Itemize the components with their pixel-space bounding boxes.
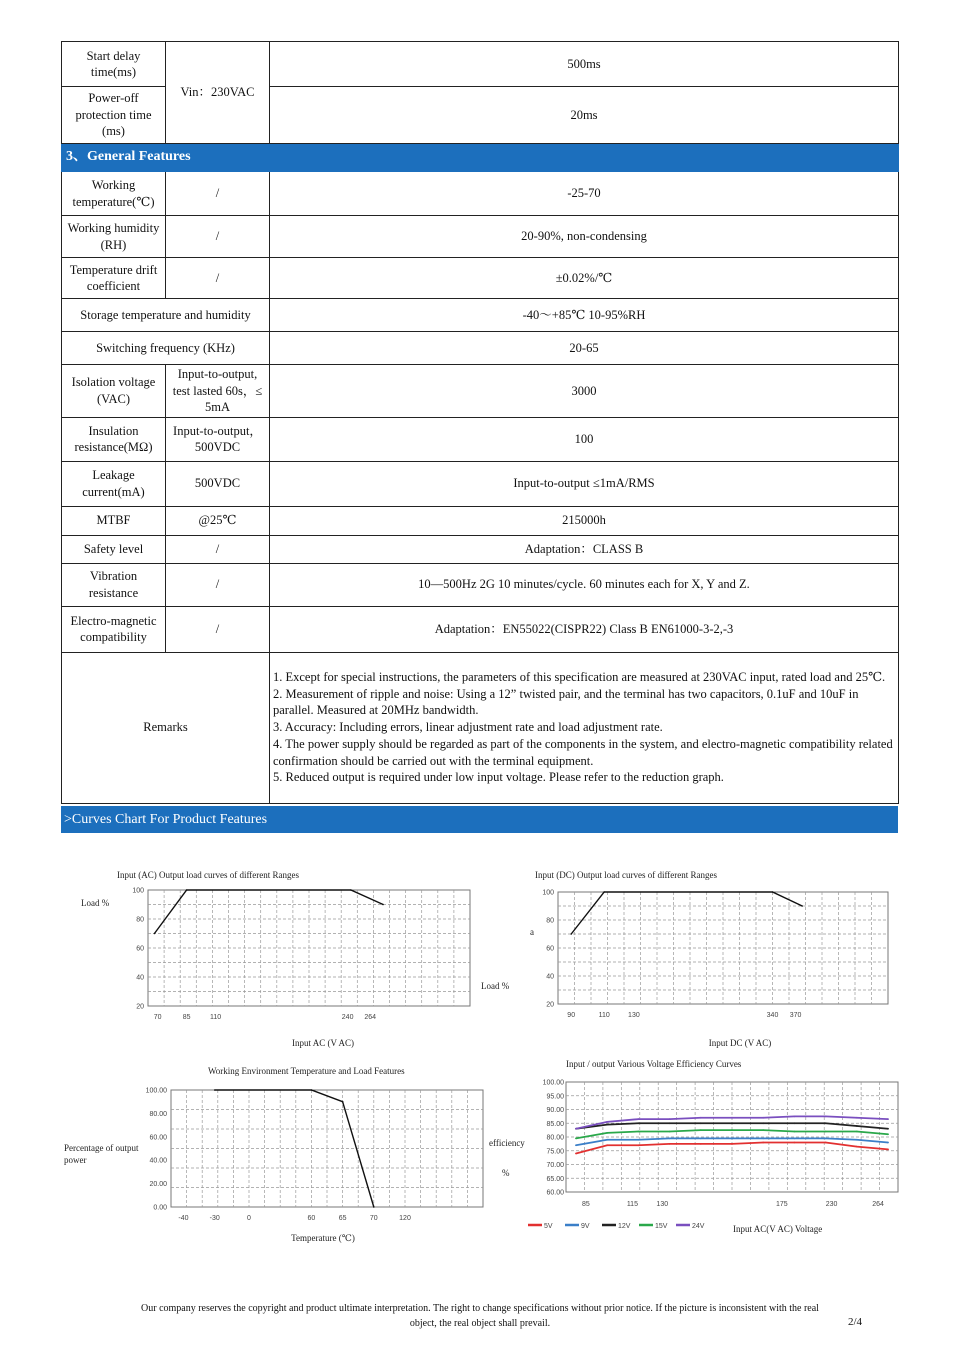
table-row xyxy=(62,172,899,216)
section-header-general: 3、General Features xyxy=(62,144,899,172)
spec-label: Start delay time(ms) xyxy=(62,42,166,87)
x-tick-label: -40 xyxy=(178,1215,189,1222)
series-line xyxy=(571,892,802,934)
y-axis-label-extra: a xyxy=(530,927,534,937)
spec-condition: Input-to-output, test lasted 60s，≤ 5mA xyxy=(166,365,270,418)
x-axis-label: Input AC (V AC) xyxy=(291,1038,355,1048)
remark-item: 2. Measurement of ripple and noise: Using a 12” twisted pair, and the terminal has two capacitors, 0.1uF and 10uF in parallel. Measured at 20MHz bandwidth. xyxy=(273,686,859,718)
footer-notice xyxy=(90,1301,870,1331)
y-tick-label: 95.00 xyxy=(546,1093,564,1101)
x-tick-label: 120 xyxy=(399,1215,411,1222)
x-tick-label: 130 xyxy=(628,1012,640,1019)
spec-value: Adaptation：EN55022(CISPR22) Class B EN61000-3-2,-3 xyxy=(270,606,899,652)
y-tick-label: 0.00 xyxy=(153,1204,167,1212)
x-tick-label: 130 xyxy=(656,1201,669,1208)
x-axis-label: Input DC (V AC) xyxy=(708,1038,772,1048)
spec-condition: 500VDC xyxy=(166,461,270,506)
y-tick-label: 20 xyxy=(136,1003,144,1011)
x-tick-label: 70 xyxy=(153,1014,162,1021)
data-point xyxy=(801,905,803,907)
chart-title: Input (AC) Output load curves of different Ranges xyxy=(117,870,300,880)
table-row xyxy=(62,299,899,332)
legend-label: 12V xyxy=(618,1223,631,1230)
table-row xyxy=(62,365,899,418)
data-point xyxy=(350,889,352,891)
y-tick-label: 65.00 xyxy=(546,1175,564,1183)
data-point xyxy=(794,1137,796,1139)
spec-value: -25-70 xyxy=(270,172,899,216)
temperature-load-chart xyxy=(62,1060,442,1250)
x-tick-label: 370 xyxy=(789,1012,802,1019)
data-point xyxy=(637,1144,639,1146)
data-point xyxy=(825,1115,827,1117)
data-point xyxy=(731,1122,733,1124)
spec-value: 100 xyxy=(270,417,899,461)
spec-label: Insulation resistance(MΩ) xyxy=(62,417,166,461)
y-tick-label: 60.00 xyxy=(546,1189,564,1197)
spec-value: 20-65 xyxy=(270,332,899,365)
remark-item: 1. Except for special instructions, the parameters of this specification are measured at 230VAC input, rated load and 25℃. xyxy=(273,669,886,684)
table-row xyxy=(62,332,899,365)
data-point xyxy=(669,1143,671,1145)
spec-condition: / xyxy=(166,606,270,652)
x-tick-label: 175 xyxy=(775,1201,788,1208)
data-point xyxy=(570,933,572,935)
data-point xyxy=(603,891,605,893)
y-tick-label: 80 xyxy=(136,916,144,924)
efficiency-chart xyxy=(478,1055,884,1245)
data-point xyxy=(856,1131,858,1133)
data-point xyxy=(762,1142,764,1144)
table-row xyxy=(62,42,899,87)
x-tick-label: 65 xyxy=(338,1215,347,1222)
x-tick-label: 90 xyxy=(567,1012,576,1019)
remark-item: 3. Accuracy: Including errors, linear adjustment rate and load adjustment rate. xyxy=(273,720,663,735)
data-point xyxy=(762,1137,764,1139)
spec-label: Vibration resistance xyxy=(62,563,166,606)
dc-load-chart xyxy=(478,866,858,1056)
data-point xyxy=(887,1133,889,1135)
y-tick-label: 100.00 xyxy=(145,1087,167,1095)
data-point xyxy=(575,1137,577,1139)
data-point xyxy=(311,1089,313,1091)
spec-value: 20ms xyxy=(270,87,899,144)
spec-condition: @25℃ xyxy=(166,506,270,535)
table-row xyxy=(62,535,899,563)
x-tick-label: 85 xyxy=(582,1201,590,1208)
data-point xyxy=(669,1118,671,1120)
data-point xyxy=(186,889,188,891)
legend-label: 5V xyxy=(544,1223,553,1230)
data-point xyxy=(825,1122,827,1124)
data-point xyxy=(825,1142,827,1144)
data-point xyxy=(856,1125,858,1127)
data-point xyxy=(731,1143,733,1145)
y-tick-label: 80.00 xyxy=(546,1134,564,1142)
data-point xyxy=(825,1137,827,1139)
data-point xyxy=(856,1117,858,1119)
spec-label: Working humidity (RH) xyxy=(62,216,166,258)
table-row xyxy=(62,216,899,258)
data-point xyxy=(342,1101,344,1103)
y-tick-label: 80 xyxy=(546,917,554,925)
data-point xyxy=(762,1122,764,1124)
spec-label: Electro-magnetic compatibility xyxy=(62,606,166,652)
data-point xyxy=(382,904,384,906)
data-point xyxy=(606,1121,608,1123)
data-point xyxy=(637,1131,639,1133)
remark-item: 5. Reduced output is required under low input voltage. Please refer to the reduction graph. xyxy=(273,770,724,785)
spec-label: Switching frequency (KHz) xyxy=(62,332,270,365)
spec-value: 10—500Hz 2G 10 minutes/cycle. 60 minutes each for X, Y and Z. xyxy=(270,563,899,606)
data-point xyxy=(700,1117,702,1119)
table-row xyxy=(62,461,899,506)
data-point xyxy=(637,1122,639,1124)
y-tick-label: 60 xyxy=(136,945,144,953)
y-axis-label: Load % xyxy=(81,898,110,908)
series-line xyxy=(154,890,383,934)
y-tick-label: 80.00 xyxy=(149,1110,167,1118)
spec-label: Leakage current(mA) xyxy=(62,461,166,506)
remarks-row xyxy=(62,652,899,803)
y-axis-label: power xyxy=(64,1155,87,1165)
spec-condition: Vin：230VAC xyxy=(166,42,270,144)
y-tick-label: 85.00 xyxy=(546,1120,564,1128)
spec-value: -40～+85℃ 10-95%RH xyxy=(270,299,899,332)
data-point xyxy=(373,1206,375,1208)
curves-section-header: >Curves Chart For Product Features xyxy=(61,806,898,833)
remark-item: 4. The power supply should be regarded as part of the components in the system, and electro-magnetic compatibility related confirmation should be carried out with the terminal equipment. xyxy=(273,736,893,768)
section-row xyxy=(62,144,899,172)
spec-condition: Input-to-output，500VDC xyxy=(166,417,270,461)
data-point xyxy=(637,1139,639,1141)
y-tick-label: 100 xyxy=(132,887,144,895)
data-point xyxy=(700,1143,702,1145)
data-point xyxy=(794,1115,796,1117)
data-point xyxy=(731,1117,733,1119)
data-point xyxy=(794,1131,796,1133)
x-tick-label: 264 xyxy=(364,1014,377,1021)
y-tick-label: 100.00 xyxy=(542,1079,564,1087)
data-point xyxy=(606,1124,608,1126)
data-point xyxy=(762,1129,764,1131)
x-tick-label: 110 xyxy=(598,1012,610,1019)
legend-label: 9V xyxy=(581,1223,590,1230)
y-axis-label: Load % xyxy=(481,981,510,991)
y-tick-label: 60 xyxy=(546,945,554,953)
y-tick-label: 70.00 xyxy=(546,1162,564,1169)
chart-title: Input (DC) Output load curves of different Ranges xyxy=(535,870,718,880)
spec-condition: / xyxy=(166,258,270,299)
y-tick-label: 100 xyxy=(542,889,554,897)
data-point xyxy=(669,1131,671,1133)
x-axis-label: Temperature (℃) xyxy=(291,1233,355,1243)
table-row xyxy=(62,417,899,461)
spec-value: 500ms xyxy=(270,42,899,87)
x-tick-label: 0 xyxy=(247,1215,251,1222)
data-point xyxy=(731,1129,733,1131)
data-point xyxy=(887,1118,889,1120)
chart-title: Working Environment Temperature and Load Features xyxy=(208,1066,405,1076)
data-point xyxy=(794,1142,796,1144)
data-point xyxy=(575,1128,577,1130)
data-point xyxy=(856,1139,858,1141)
spec-label: Working temperature(℃) xyxy=(62,172,166,216)
chart-title: Input / output Various Voltage Efficiency Curves xyxy=(566,1059,742,1069)
data-point xyxy=(887,1142,889,1144)
x-tick-label: 340 xyxy=(766,1012,779,1019)
y-tick-label: 40.00 xyxy=(149,1157,167,1165)
spec-label: Temperature drift coefficient xyxy=(62,258,166,299)
table-row xyxy=(62,606,899,652)
data-point xyxy=(154,933,156,935)
data-point xyxy=(772,891,774,893)
x-tick-label: 230 xyxy=(825,1201,838,1208)
data-point xyxy=(856,1146,858,1148)
x-tick-label: 70 xyxy=(369,1215,378,1222)
spec-condition: / xyxy=(166,563,270,606)
y-tick-label: 90.00 xyxy=(546,1107,564,1114)
legend-label: 15V xyxy=(655,1223,668,1230)
page-number: 2/4 xyxy=(848,1316,863,1328)
y-axis-unit: % xyxy=(502,1168,510,1178)
footer-line-2: object, the real object shall prevail. xyxy=(409,1318,551,1329)
spec-condition: / xyxy=(166,535,270,563)
data-point xyxy=(887,1148,889,1150)
x-tick-label: 240 xyxy=(341,1014,354,1021)
data-point xyxy=(606,1144,608,1146)
spec-condition: / xyxy=(166,172,270,216)
spec-condition: / xyxy=(166,216,270,258)
data-point xyxy=(606,1132,608,1134)
data-point xyxy=(637,1118,639,1120)
data-point xyxy=(575,1144,577,1146)
spec-value: Input-to-output ≤1mA/RMS xyxy=(270,461,899,506)
y-tick-label: 60.00 xyxy=(149,1134,167,1142)
table-row xyxy=(62,563,899,606)
y-axis-label: efficiency xyxy=(489,1138,525,1148)
data-point xyxy=(575,1153,577,1155)
x-tick-label: 110 xyxy=(210,1014,222,1021)
data-point xyxy=(214,1089,216,1091)
spec-label: Power-off protection time (ms) xyxy=(62,87,166,144)
data-point xyxy=(700,1137,702,1139)
y-tick-label: 20 xyxy=(546,1001,554,1009)
spec-value: ±0.02%/℃ xyxy=(270,258,899,299)
spec-value: Adaptation：CLASS B xyxy=(270,535,899,563)
x-tick-label: 85 xyxy=(182,1014,191,1021)
data-point xyxy=(887,1128,889,1130)
data-point xyxy=(731,1137,733,1139)
spec-label: Safety level xyxy=(62,535,166,563)
table-row xyxy=(62,258,899,299)
data-point xyxy=(669,1122,671,1124)
x-tick-label: -30 xyxy=(209,1215,220,1222)
remarks-text xyxy=(270,652,899,803)
spec-table xyxy=(61,41,899,804)
x-tick-label: 115 xyxy=(626,1201,638,1208)
spec-value: 215000h xyxy=(270,506,899,535)
spec-value: 3000 xyxy=(270,365,899,418)
y-tick-label: 75.00 xyxy=(546,1148,564,1156)
spec-label: Storage temperature and humidity xyxy=(62,299,270,332)
y-axis-label: Percentage of output xyxy=(64,1143,139,1153)
x-tick-label: 264 xyxy=(872,1201,884,1208)
y-tick-label: 40 xyxy=(136,974,144,982)
remarks-label: Remarks xyxy=(62,652,270,803)
data-point xyxy=(669,1137,671,1139)
y-tick-label: 20.00 xyxy=(149,1181,167,1189)
spec-value: 20-90%, non-condensing xyxy=(270,216,899,258)
x-axis-label: Input AC(V AC) Voltage xyxy=(733,1224,823,1234)
table-row xyxy=(62,506,899,535)
data-point xyxy=(825,1131,827,1133)
y-tick-label: 40 xyxy=(546,973,554,981)
spec-label: Isolation voltage (VAC) xyxy=(62,365,166,418)
data-point xyxy=(700,1122,702,1124)
ac-load-chart xyxy=(62,866,442,1056)
data-point xyxy=(606,1139,608,1141)
legend-label: 24V xyxy=(692,1223,705,1230)
footer-line-1: Our company reserves the copyright and product ultimate interpretation. The right to change specifications without prior notice. If the picture is inconsistent with the real xyxy=(141,1303,819,1314)
data-point xyxy=(700,1129,702,1131)
data-point xyxy=(794,1122,796,1124)
x-tick-label: 60 xyxy=(307,1215,316,1222)
data-point xyxy=(762,1117,764,1119)
spec-label: MTBF xyxy=(62,506,166,535)
